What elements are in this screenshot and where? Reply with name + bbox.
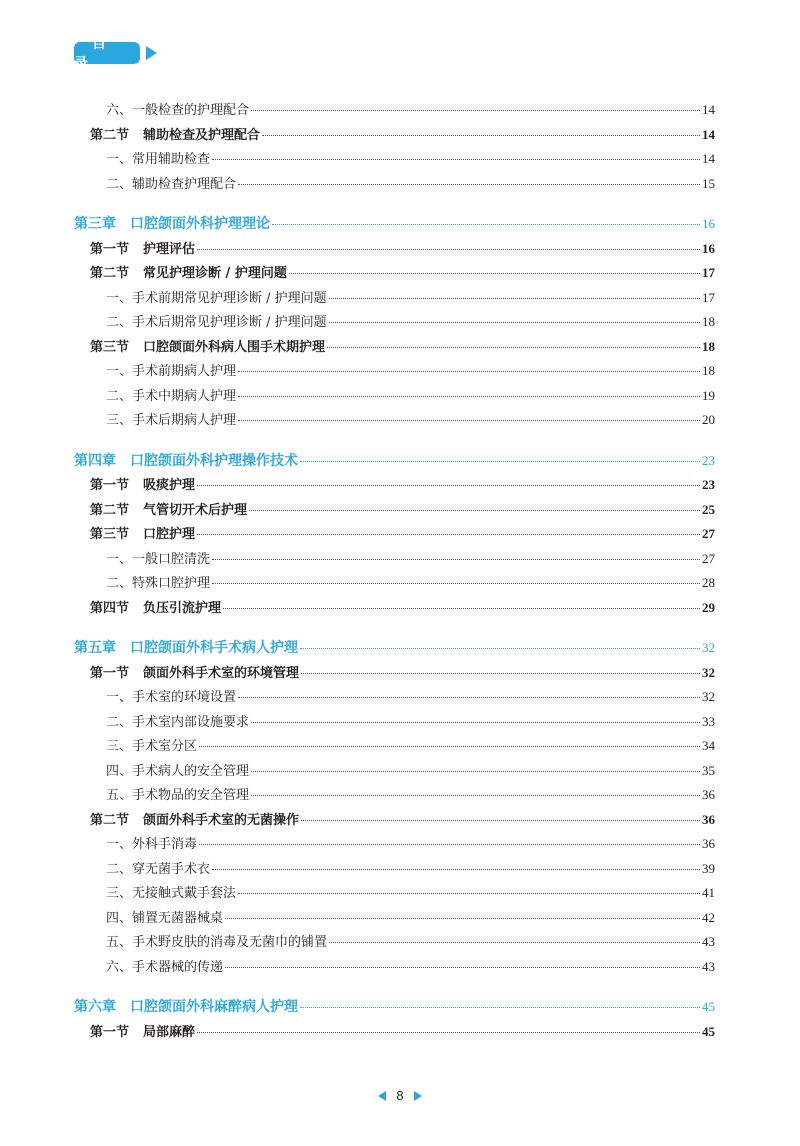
dot-leader bbox=[301, 673, 700, 674]
toc-entry-label bbox=[74, 636, 298, 661]
toc-entry-item[interactable] bbox=[74, 571, 715, 596]
toc-entry-label bbox=[106, 99, 249, 124]
toc-entry-number: 第三章 bbox=[74, 216, 116, 232]
toc-entry-title: 手术物品的安全管理 bbox=[132, 788, 250, 803]
toc-header bbox=[74, 36, 157, 72]
toc-entry-label bbox=[90, 597, 221, 622]
toc-entry-label bbox=[106, 548, 210, 573]
toc-entry-label bbox=[106, 686, 236, 711]
toc-entry-chapter[interactable] bbox=[74, 995, 715, 1020]
toc-entry-number: 三、 bbox=[106, 739, 133, 754]
toc-entry-page: 23 bbox=[702, 452, 715, 468]
toc-entry-item[interactable] bbox=[74, 930, 715, 955]
toc-entry-number: 一、 bbox=[106, 690, 133, 705]
toc-entry-label bbox=[74, 995, 298, 1020]
dot-leader bbox=[225, 918, 700, 919]
toc-entry-label bbox=[106, 833, 197, 858]
toc-entry-section[interactable] bbox=[74, 522, 715, 547]
toc-entry-title: 手术后期常见护理诊断 / 护理问题 bbox=[132, 315, 327, 330]
table-of-contents bbox=[74, 98, 715, 1044]
toc-entry-title: 无接触式戴手套法 bbox=[132, 886, 237, 901]
toc-entry-chapter[interactable] bbox=[74, 212, 715, 237]
toc-entry-title: 口腔颌面外科病人围手术期护理 bbox=[143, 339, 326, 355]
toc-entry-page: 27 bbox=[702, 550, 715, 566]
dot-leader bbox=[212, 869, 700, 870]
toc-entry-label bbox=[90, 124, 260, 149]
toc-entry-label bbox=[106, 858, 210, 883]
toc-entry-page: 36 bbox=[702, 787, 715, 802]
toc-entry-number: 二、 bbox=[106, 861, 133, 877]
toc-entry-label bbox=[90, 474, 195, 499]
toc-entry-title: 颌面外科手术室的环境管理 bbox=[143, 665, 300, 681]
toc-entry-page: 45 bbox=[702, 1023, 715, 1039]
toc-entry-label bbox=[106, 735, 197, 760]
toc-entry-title: 手术病人的安全管理 bbox=[132, 763, 250, 779]
toc-entry-number: 第二节 bbox=[90, 127, 130, 143]
toc-entry-number: 第一节 bbox=[90, 665, 130, 681]
dot-leader bbox=[329, 298, 700, 299]
toc-entry-number: 四、 bbox=[106, 910, 133, 926]
toc-entry-number: 六、 bbox=[106, 103, 133, 118]
toc-entry-section[interactable] bbox=[74, 808, 715, 833]
toc-entry-number: 二、 bbox=[106, 576, 133, 591]
toc-entry-label bbox=[90, 809, 299, 834]
toc-entry-number: 一、 bbox=[106, 837, 133, 852]
toc-entry-label bbox=[106, 956, 223, 981]
toc-entry-title: 穿无菌手术衣 bbox=[132, 861, 211, 877]
toc-entry-page: 19 bbox=[702, 387, 715, 403]
toc-entry-title: 手术中期病人护理 bbox=[132, 388, 237, 404]
toc-entry-label bbox=[106, 907, 223, 932]
dot-leader bbox=[329, 322, 700, 323]
toc-entry-label bbox=[106, 931, 327, 956]
toc-entry-number: 第一节 bbox=[90, 1024, 130, 1040]
toc-entry-page: 16 bbox=[702, 216, 715, 231]
toc-entry-section[interactable] bbox=[74, 237, 715, 262]
toc-entry-number: 二、 bbox=[106, 176, 133, 192]
toc-entry-item[interactable] bbox=[74, 310, 715, 335]
toc-entry-section[interactable] bbox=[74, 498, 715, 523]
toc-entry-section[interactable] bbox=[74, 661, 715, 686]
toc-entry-page: 39 bbox=[702, 860, 715, 876]
toc-entry-item[interactable] bbox=[74, 881, 715, 906]
toc-entry-label bbox=[90, 262, 287, 287]
toc-entry-number: 二、 bbox=[106, 315, 133, 330]
toc-entry-page: 27 bbox=[702, 526, 715, 541]
toc-entry-label bbox=[106, 882, 236, 907]
toc-entry-label bbox=[106, 148, 210, 173]
dot-leader bbox=[197, 534, 700, 535]
toc-entry-item[interactable] bbox=[74, 98, 715, 123]
toc-entry-section[interactable] bbox=[74, 335, 715, 360]
toc-entry-label bbox=[90, 662, 299, 687]
toc-entry-page: 29 bbox=[702, 599, 715, 615]
right-triangle-icon bbox=[414, 1091, 422, 1101]
toc-entry-number: 第一节 bbox=[90, 241, 130, 257]
toc-entry-title: 手术前期病人护理 bbox=[132, 364, 237, 379]
toc-entry-page: 20 bbox=[702, 412, 715, 427]
dot-leader bbox=[212, 583, 700, 584]
toc-entry-label bbox=[106, 360, 236, 385]
toc-entry-title: 手术器械的传递 bbox=[132, 959, 224, 975]
dot-leader bbox=[223, 608, 700, 609]
toc-entry-page: 18 bbox=[702, 363, 715, 378]
toc-entry-label bbox=[90, 336, 325, 361]
toc-entry-page: 16 bbox=[702, 240, 715, 256]
toc-entry-number: 六、 bbox=[106, 959, 133, 975]
toc-entry-item[interactable] bbox=[74, 832, 715, 857]
toc-entry-title: 负压引流护理 bbox=[143, 600, 222, 616]
toc-entry-label bbox=[106, 760, 249, 785]
toc-entry-label bbox=[106, 287, 327, 312]
toc-entry-page: 35 bbox=[702, 762, 715, 778]
toc-entry-title: 口腔颌面外科麻醉病人护理 bbox=[130, 999, 298, 1015]
dot-leader bbox=[199, 844, 700, 845]
toc-entry-number: 一、 bbox=[106, 551, 133, 567]
toc-entry-page: 33 bbox=[702, 713, 715, 729]
toc-entry-label bbox=[106, 385, 236, 410]
toc-entry-title: 常见护理诊断 / 护理问题 bbox=[143, 266, 287, 281]
toc-entry-chapter[interactable] bbox=[74, 636, 715, 661]
dot-leader bbox=[238, 184, 700, 185]
toc-entry-item[interactable] bbox=[74, 685, 715, 710]
toc-entry-number: 第五章 bbox=[74, 640, 116, 656]
toc-entry-number: 三、 bbox=[106, 886, 133, 901]
toc-entry-title: 铺置无菌器械桌 bbox=[132, 910, 224, 926]
dot-leader bbox=[197, 1032, 700, 1033]
toc-entry-title: 口腔颌面外科护理操作技术 bbox=[130, 452, 298, 469]
left-triangle-icon bbox=[378, 1091, 386, 1101]
toc-entry-item[interactable] bbox=[74, 955, 715, 980]
dot-leader bbox=[251, 110, 700, 111]
toc-entry-label bbox=[90, 238, 195, 263]
toc-entry-page: 18 bbox=[702, 338, 715, 354]
toc-entry-page: 42 bbox=[702, 909, 715, 925]
right-arrow-icon bbox=[146, 46, 157, 60]
toc-entry-number: 第四节 bbox=[90, 600, 130, 616]
toc-entry-page: 43 bbox=[702, 934, 715, 949]
toc-entry-title: 辅助检查及护理配合 bbox=[143, 127, 261, 143]
toc-entry-page: 17 bbox=[702, 289, 715, 305]
toc-entry-title: 手术室分区 bbox=[132, 739, 198, 754]
toc-entry-item[interactable] bbox=[74, 286, 715, 311]
toc-entry-page: 25 bbox=[702, 501, 715, 517]
toc-entry-item[interactable] bbox=[74, 172, 715, 197]
dot-leader bbox=[238, 697, 700, 698]
toc-entry-title: 辅助检查护理配合 bbox=[132, 176, 237, 192]
toc-entry-label bbox=[106, 409, 236, 434]
toc-entry-item[interactable] bbox=[74, 783, 715, 808]
dot-leader bbox=[238, 396, 700, 397]
dot-leader bbox=[197, 485, 700, 486]
toc-entry-chapter[interactable] bbox=[74, 449, 715, 474]
toc-entry-page: 14 bbox=[702, 102, 715, 117]
dot-leader bbox=[289, 273, 700, 274]
dot-leader bbox=[262, 135, 700, 136]
toc-entry-item[interactable] bbox=[74, 384, 715, 409]
toc-entry-label bbox=[74, 212, 270, 237]
toc-entry-number: 二、 bbox=[106, 388, 133, 404]
toc-entry-page: 18 bbox=[702, 314, 715, 329]
toc-entry-number: 第六章 bbox=[74, 999, 116, 1015]
dot-leader bbox=[327, 347, 700, 348]
toc-entry-page: 14 bbox=[702, 151, 715, 166]
toc-entry-number: 二、 bbox=[106, 714, 133, 730]
dot-leader bbox=[225, 967, 700, 968]
toc-entry-number: 一、 bbox=[106, 290, 133, 306]
toc-entry-label bbox=[90, 523, 195, 548]
toc-entry-label bbox=[74, 449, 298, 474]
toc-entry-title: 护理评估 bbox=[143, 241, 196, 257]
toc-entry-title: 一般口腔清洗 bbox=[132, 551, 211, 567]
toc-entry-title: 手术室内部设施要求 bbox=[132, 714, 250, 730]
toc-entry-section[interactable] bbox=[74, 473, 715, 498]
toc-entry-number: 三、 bbox=[106, 413, 133, 428]
toc-entry-item[interactable] bbox=[74, 759, 715, 784]
dot-leader bbox=[251, 795, 700, 796]
toc-entry-title: 特殊口腔护理 bbox=[132, 576, 211, 591]
toc-entry-label bbox=[90, 499, 247, 524]
dot-leader bbox=[249, 510, 700, 511]
toc-entry-label bbox=[106, 311, 327, 336]
dot-leader bbox=[300, 648, 700, 649]
dot-leader bbox=[197, 249, 700, 250]
toc-entry-page: 28 bbox=[702, 575, 715, 590]
toc-entry-label bbox=[106, 572, 210, 597]
toc-entry-number: 五、 bbox=[106, 935, 133, 950]
toc-entry-title: 吸痰护理 bbox=[143, 478, 196, 493]
toc-entry-title: 口腔护理 bbox=[143, 527, 196, 542]
dot-leader bbox=[238, 893, 700, 894]
toc-entry-title: 常用辅助检查 bbox=[132, 152, 211, 167]
dot-leader bbox=[272, 224, 700, 225]
toc-entry-page: 43 bbox=[702, 958, 715, 974]
toc-entry-item[interactable] bbox=[74, 408, 715, 433]
toc-entry-page: 45 bbox=[702, 999, 715, 1014]
toc-entry-title: 手术前期常见护理诊断 / 护理问题 bbox=[132, 290, 327, 306]
toc-entry-title: 气管切开术后护理 bbox=[143, 502, 248, 518]
toc-entry-number: 一、 bbox=[106, 364, 133, 379]
page-footer bbox=[0, 1088, 800, 1103]
dot-leader bbox=[212, 159, 700, 160]
toc-entry-page: 32 bbox=[702, 664, 715, 680]
toc-entry-title: 口腔颌面外科护理理论 bbox=[130, 216, 270, 232]
dot-leader bbox=[300, 461, 700, 462]
toc-entry-number: 第三节 bbox=[90, 527, 130, 542]
toc-entry-page: 17 bbox=[702, 265, 715, 280]
dot-leader bbox=[212, 559, 700, 560]
toc-entry-title: 手术后期病人护理 bbox=[132, 413, 237, 428]
dot-leader bbox=[301, 820, 700, 821]
toc-entry-number: 第一节 bbox=[90, 478, 130, 493]
toc-entry-title: 颌面外科手术室的无菌操作 bbox=[143, 812, 300, 828]
toc-entry-item[interactable] bbox=[74, 547, 715, 572]
toc-entry-section[interactable] bbox=[74, 123, 715, 148]
toc-entry-number: 第三节 bbox=[90, 339, 130, 355]
toc-entry-label bbox=[106, 173, 236, 198]
toc-entry-page: 36 bbox=[702, 836, 715, 851]
toc-entry-item[interactable] bbox=[74, 147, 715, 172]
toc-entry-title: 口腔颌面外科手术病人护理 bbox=[130, 640, 298, 656]
page-number: 8 bbox=[396, 1088, 404, 1103]
dot-leader bbox=[329, 942, 700, 943]
toc-entry-section[interactable] bbox=[74, 261, 715, 286]
toc-entry-page: 41 bbox=[702, 885, 715, 900]
toc-entry-page: 23 bbox=[702, 477, 715, 492]
toc-entry-item[interactable] bbox=[74, 906, 715, 931]
toc-entry-label bbox=[106, 784, 249, 809]
toc-entry-page: 15 bbox=[702, 175, 715, 191]
dot-leader bbox=[251, 722, 700, 723]
toc-entry-title: 手术室的环境设置 bbox=[132, 690, 237, 705]
dot-leader bbox=[238, 420, 700, 421]
toc-entry-page: 32 bbox=[702, 689, 715, 704]
toc-entry-number: 四、 bbox=[106, 763, 133, 779]
toc-entry-number: 第二节 bbox=[90, 812, 130, 828]
dot-leader bbox=[251, 771, 700, 772]
toc-entry-item[interactable] bbox=[74, 710, 715, 735]
toc-entry-item[interactable] bbox=[74, 734, 715, 759]
toc-entry-number: 第二节 bbox=[90, 502, 130, 518]
toc-entry-item[interactable] bbox=[74, 359, 715, 384]
toc-entry-number: 第二节 bbox=[90, 266, 130, 281]
toc-entry-label bbox=[90, 1021, 195, 1046]
toc-entry-title: 手术野皮肤的消毒及无菌巾的铺置 bbox=[132, 935, 328, 950]
dot-leader bbox=[199, 746, 700, 747]
toc-entry-number: 一、 bbox=[106, 152, 133, 167]
toc-entry-page: 14 bbox=[702, 126, 715, 142]
toc-entry-item[interactable] bbox=[74, 857, 715, 882]
toc-entry-title: 一般检查的护理配合 bbox=[132, 103, 250, 118]
toc-entry-page: 32 bbox=[702, 640, 715, 655]
toc-entry-title: 局部麻醉 bbox=[143, 1024, 196, 1040]
toc-entry-number: 五、 bbox=[106, 788, 133, 803]
toc-entry-label bbox=[106, 711, 249, 736]
toc-entry-page: 34 bbox=[702, 738, 715, 753]
dot-leader bbox=[238, 371, 700, 372]
toc-badge: 目录 bbox=[74, 42, 140, 64]
toc-entry-section[interactable] bbox=[74, 596, 715, 621]
toc-entry-number: 第四章 bbox=[74, 452, 116, 469]
toc-entry-page: 36 bbox=[702, 811, 715, 827]
dot-leader bbox=[300, 1007, 700, 1008]
toc-entry-title: 外科手消毒 bbox=[132, 837, 198, 852]
toc-entry-section[interactable] bbox=[74, 1020, 715, 1045]
